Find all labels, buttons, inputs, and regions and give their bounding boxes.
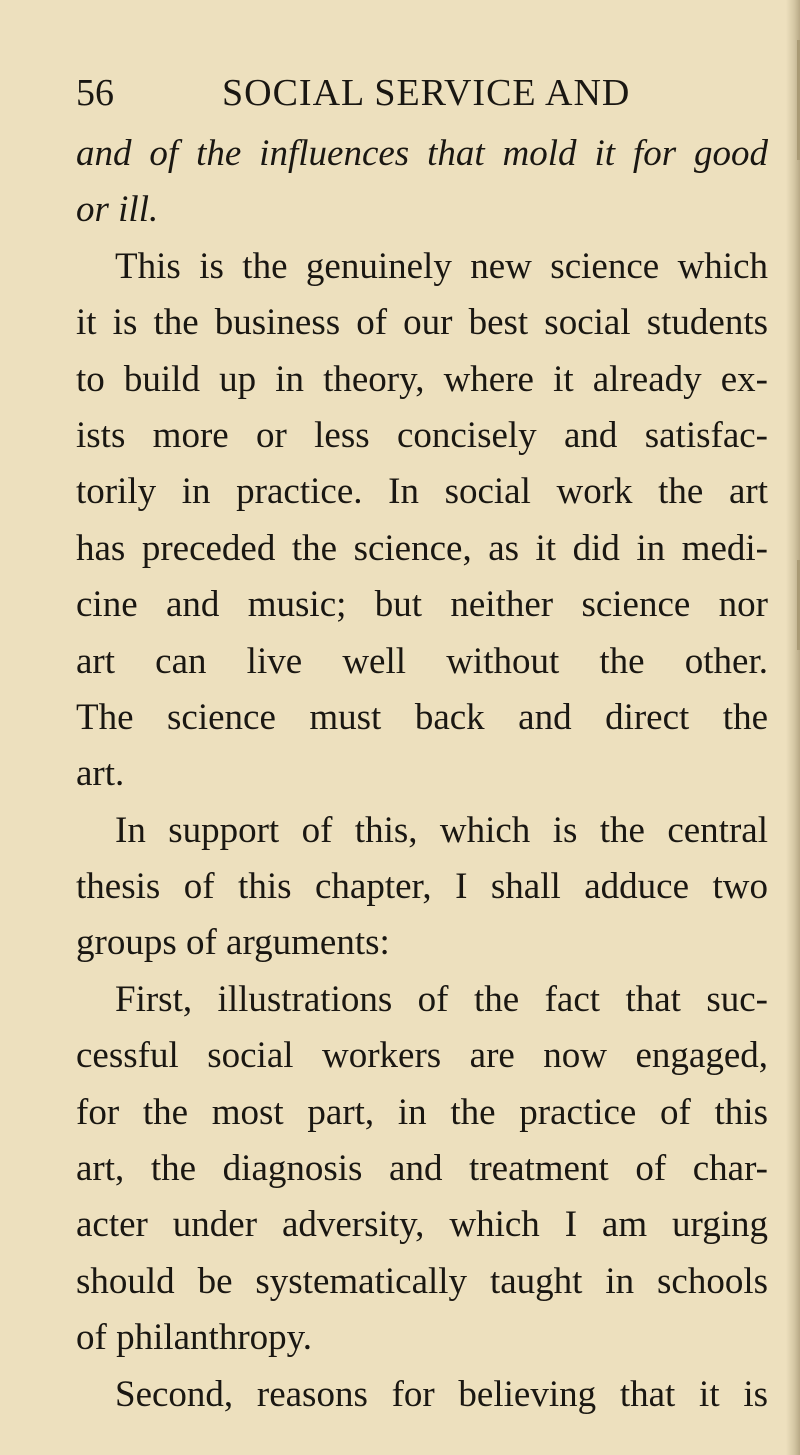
text-line: to build up in theory, where it already ex- (76, 358, 768, 400)
text-line: art can live well without the other. (76, 640, 768, 682)
text-line: should be systematically taught in schools (76, 1260, 768, 1302)
text-line: of philanthropy. (76, 1317, 313, 1359)
running-head: SOCIAL SERVICE AND (222, 72, 631, 114)
text-line: art, the diagnosis and treatment of char- (76, 1148, 768, 1190)
text-line: torily in practice. In social work the art (76, 471, 768, 513)
text-line: thesis of this chapter, I shall adduce two (76, 866, 768, 908)
text-line: groups of arguments: (76, 922, 390, 964)
text-line: acter under adversity, which I am urging (76, 1204, 768, 1246)
text-line: has preceded the science, as it did in medi- (76, 527, 768, 569)
page-edge-shadow (786, 0, 800, 1455)
text-line: ists more or less concisely and satisfac- (76, 414, 768, 456)
text-line: This is the genuinely new science which (115, 245, 768, 287)
text-line: and of the influences that mold it for good (76, 133, 768, 174)
text-line: or ill. (76, 189, 159, 231)
page-header (76, 68, 756, 118)
text-line: The science must back and direct the (76, 696, 768, 738)
text-line: for the most part, in the practice of this (76, 1091, 768, 1133)
text-line: art. (76, 753, 125, 795)
text-line: First, illustrations of the fact that suc- (115, 978, 768, 1020)
text-line: it is the business of our best social students (76, 302, 768, 344)
text-line: Second, reasons for believing that it is (115, 1373, 768, 1415)
text-line: cine and music; but neither science nor (76, 584, 768, 626)
text-line: cessful social workers are now engaged, (76, 1035, 768, 1077)
text-line: In support of this, which is the central (115, 809, 768, 851)
page-number: 56 (76, 72, 114, 114)
body-text (76, 126, 768, 1423)
